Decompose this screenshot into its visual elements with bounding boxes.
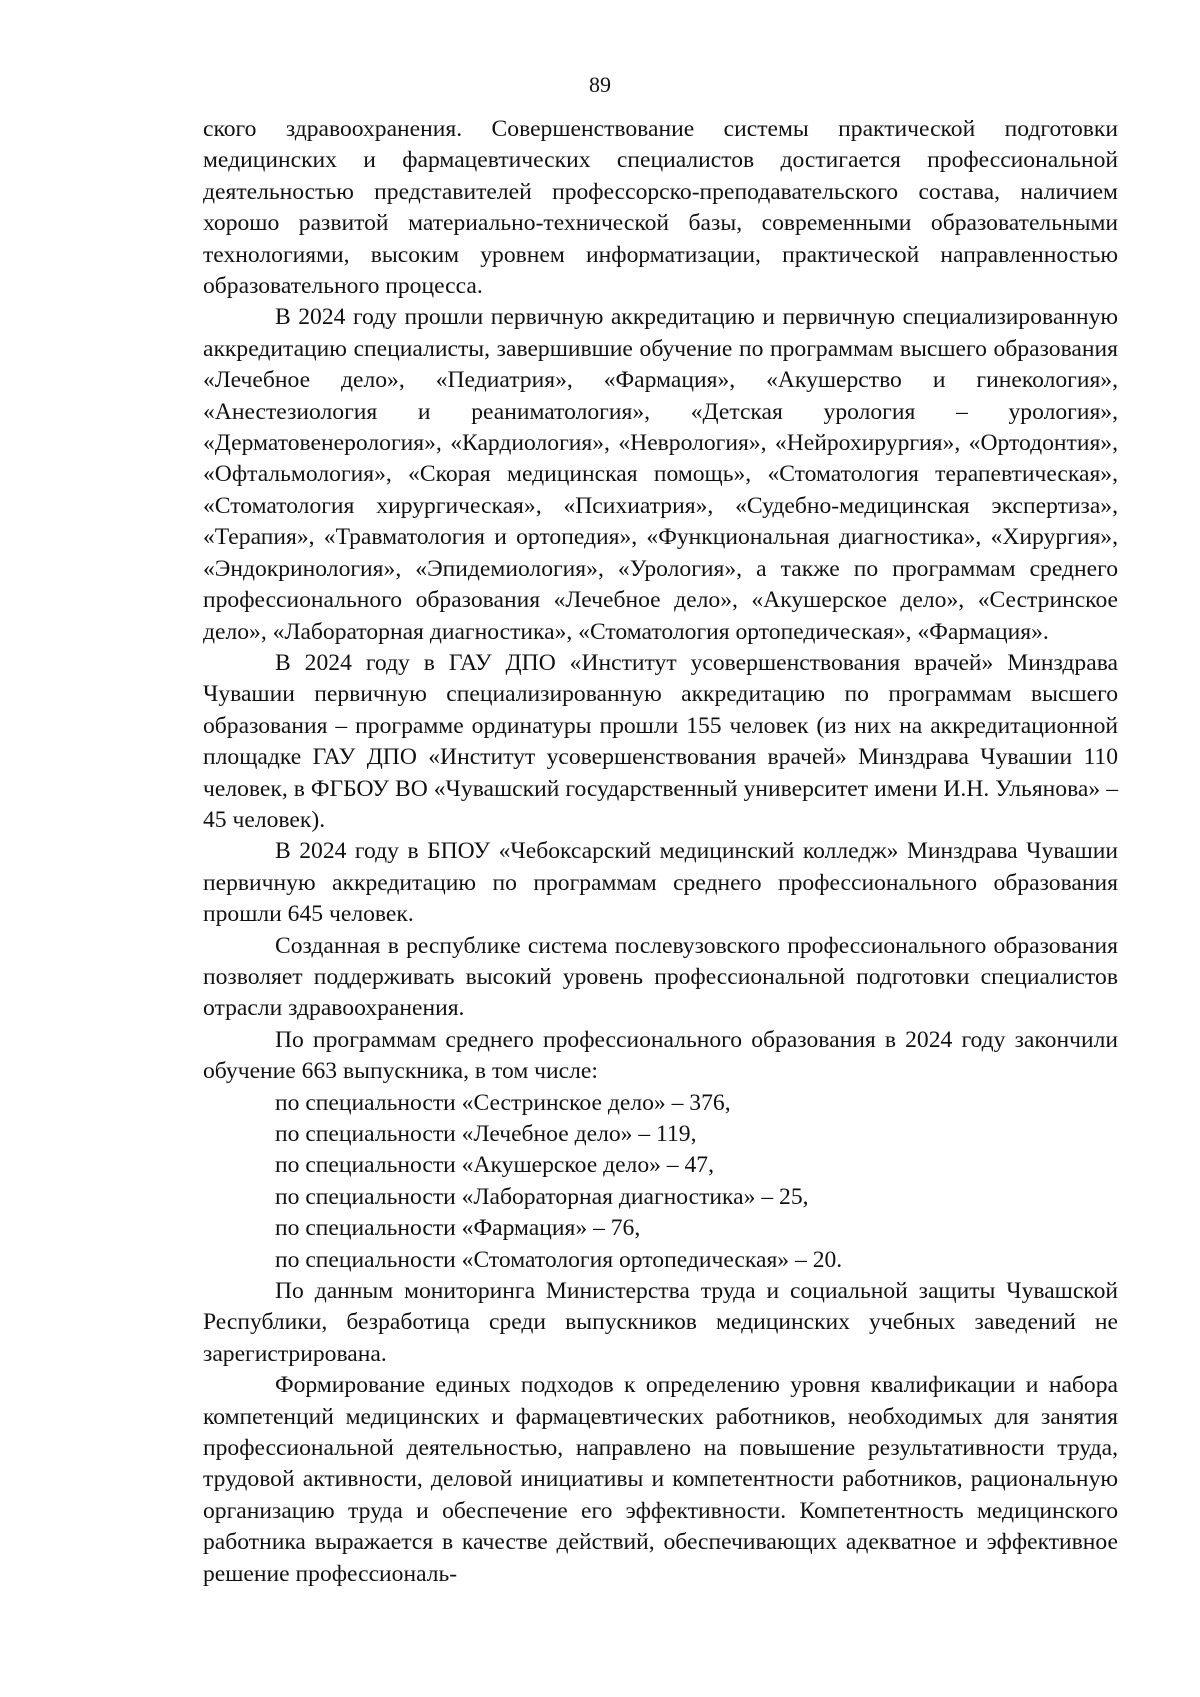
page-number: 89 xyxy=(589,72,611,97)
list-item: по специальности «Лабораторная диагностика» – 25, xyxy=(275,1183,809,1210)
paragraph-institute-accreditation: В 2024 году в ГАУ ДПО «Институт усовершенствования врачей» Минздрава Чувашии первичную специализированную аккредитацию по программам высшего образования – программе ординатуры прошли 155 человек (из них на аккредитационной площадке ГАУ ДПО «Институт усовершенствования врачей» Минздрава Чувашии 110 человек, в ФГБОУ ВО «Чувашский государственный университет имени И.Н. Ульянова» – 45 человек). xyxy=(203,649,1118,833)
list-item: по специальности «Лечебное дело» – 119, xyxy=(275,1121,697,1147)
paragraph-unemployment: По данным мониторинга Министерства труда и социальной защиты Чувашской Республики, безработица среди выпускников медицинских учебных заведений не зарегистрирована. xyxy=(203,1278,1118,1367)
paragraph-college-accreditation: В 2024 году в БПОУ «Чебоксарский медицинский колледж» Минздрава Чувашии первичную аккредитацию по программам среднего профессионального образования прошли 645 человек. xyxy=(203,838,1118,928)
list-item: по специальности «Стоматология ортопедическая» – 20. xyxy=(275,1246,843,1273)
paragraph-graduates-total: По программам среднего профессионального образования в 2024 году закончили обучение 663 выпускника, в том числе: xyxy=(203,1026,1118,1085)
paragraph-postgraduate-system: Созданная в республике система послевузовского профессионального образования позволяет поддерживать высокий уровень профессиональной подготовки специалистов отрасли здравоохранения. xyxy=(203,932,1118,1022)
paragraph-continuation: ского здравоохранения. Совершенствование системы практической подготовки медицинских и фармацевтических специалистов достигается профессиональной деятельностью представителей профессорско-преподавательского состава, наличием хорошо развитой материально-технической базы, современными образовательными технологиями, высоким уровнем информатизации, практической направленностью образовательного процесса. xyxy=(203,116,1118,300)
page-body xyxy=(203,114,1118,1590)
specialty-list xyxy=(203,1088,1118,1276)
paragraph-accreditation-programs: В 2024 году прошли первичную аккредитацию и первичную специализированную аккредитацию специалисты, завершившие обучение по программам высшего образования «Лечебное дело», «Педиатрия», «Фармация», «Акушерство и гинекология», «Анестезиология и реаниматология», «Детская урология – урология», «Дерматовенерология», «Кардиология», «Неврология», «Нейрохирургия», «Ортодонтия», «Офтальмология», «Скорая медицинская помощь», «Стоматология терапевтическая», «Стоматология хирургическая», «Психиатрия», «Судебно-медицинская экспертиза», «Терапия», «Травматология и ортопедия», «Функциональная диагностика», «Хирургия», «Эндокринология», «Эпидемиология», «Урология», а также по программам среднего профессионального образования «Лечебное дело», «Акушерское дело», «Сестринское дело», «Лабораторная диагностика», «Стоматология ортопедическая», «Фармация». xyxy=(203,304,1118,645)
paragraph-competence: Формирование единых подходов к определению уровня квалификации и набора компетенций медицинских и фармацевтических работников, необходимых для занятия профессиональной деятельностью, направлено на повышение результативности труда, трудовой активности, деловой инициативы и компетентности работников, рациональную организацию труда и обеспечение его эффективности. Компетентность медицинского работника выражается в качестве действий, обеспечивающих адекватное и эффективное решение профессиональ- xyxy=(203,1372,1118,1587)
list-item: по специальности «Фармация» – 76, xyxy=(275,1215,641,1242)
list-item: по специальности «Сестринское дело» – 376, xyxy=(275,1089,731,1116)
list-item: по специальности «Акушерское дело» – 47, xyxy=(275,1152,714,1179)
